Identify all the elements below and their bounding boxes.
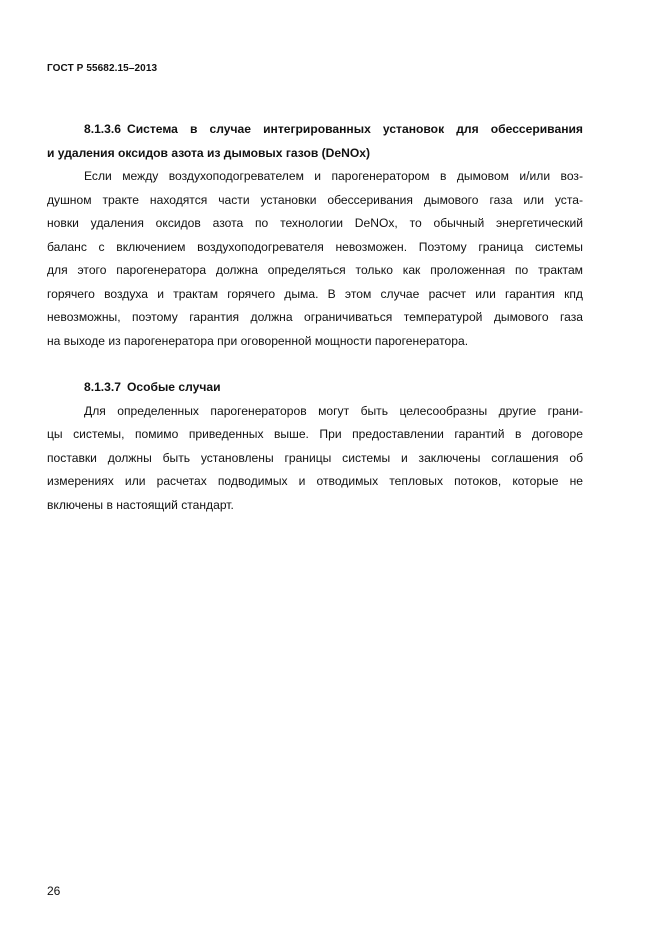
paragraph-line: душном тракте находятся части установки обессеривания дымового газа или уста- — [47, 192, 583, 207]
paragraph-line: новки удаления оксидов азота по технологии DeNOx, то обычный энергетический — [47, 216, 583, 230]
paragraph-line: баланс с включением воздухоподогревателя невозможен. Поэтому граница системы — [47, 239, 583, 254]
section-heading — [47, 376, 583, 400]
section-title: Особые случаи — [126, 380, 221, 394]
page-number: 26 — [47, 884, 61, 898]
section-heading-line-1 — [47, 118, 583, 142]
paragraph-line: цы системы, помимо приведенных выше. При предоставлении гарантий в договоре — [47, 427, 583, 441]
paragraph-line: горячего воздуха и трактам горячего дыма. В этом случае расчет или гарантия кпд — [47, 286, 583, 301]
paragraph-line: невозможны, поэтому гарантия должна ограничиваться температурой дымового газа — [47, 310, 583, 324]
section-number: 8.1.3.7 — [84, 380, 121, 394]
paragraph-line: на выходе из парогенератора при оговоренной мощности парогенератора. — [47, 333, 469, 348]
paragraph-line: Если между воздухоподогревателем и парогенератором в дымовом и/или воз- — [84, 169, 583, 183]
document-code-header: ГОСТ Р 55682.15–2013 — [47, 63, 158, 74]
section-8-1-3-6 — [47, 118, 583, 353]
paragraph-line: для этого парогенератора должна определяться только как проложенная по трактам — [47, 263, 583, 277]
paragraph-line: включены в настоящий стандарт. — [47, 497, 234, 512]
section-8-1-3-7 — [47, 376, 583, 517]
section-title: Система в случае интегрированных установок для обессеривания — [126, 122, 583, 136]
paragraph-line: Для определенных парогенераторов могут быть целесообразны другие грани- — [84, 403, 583, 418]
section-number: 8.1.3.6 — [84, 122, 121, 136]
section-heading-line-2: и удаления оксидов азота из дымовых газов (DeNOx) — [47, 145, 371, 160]
paragraph-line: поставки должны быть установлены границы системы и заключены соглашения об — [47, 450, 583, 465]
paragraph-line: измерениях или расчетах подводимых и отводимых тепловых потоков, которые не — [47, 474, 583, 488]
